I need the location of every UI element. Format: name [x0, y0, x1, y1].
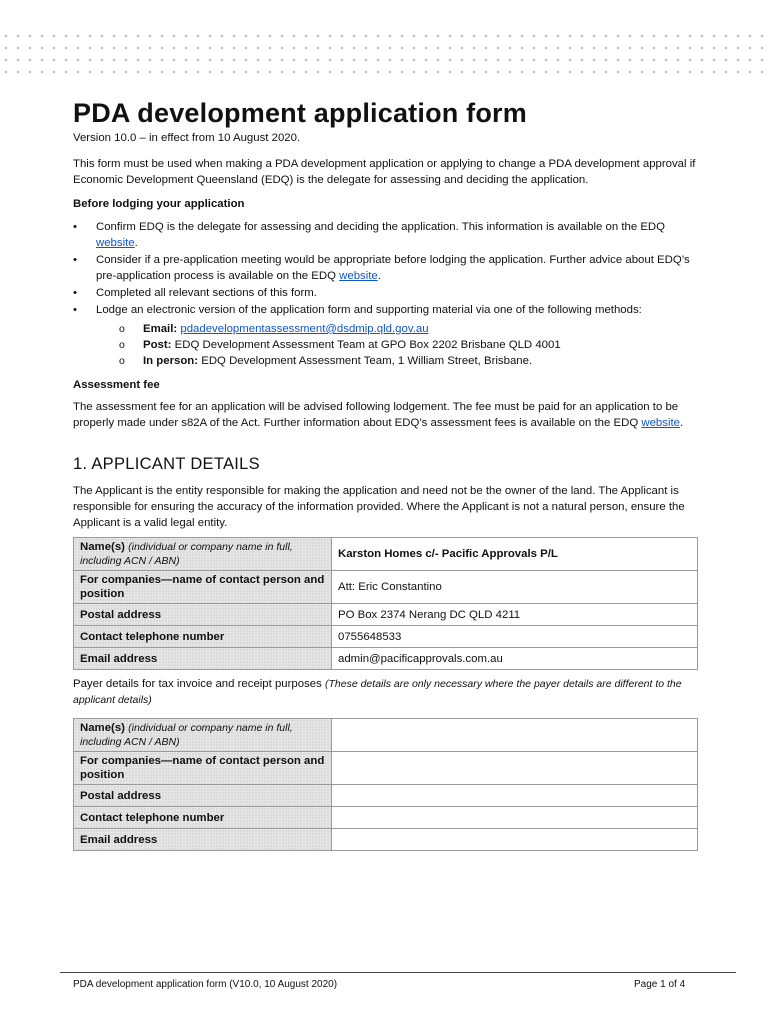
header-dot-pattern — [0, 30, 770, 82]
bullet-text: Confirm EDQ is the delegate for assessing and deciding the application. This information is available on the EDQ — [96, 221, 665, 233]
method-value: EDQ Development Assessment Team, 1 William Street, Brisbane. — [201, 355, 533, 367]
applicant-details-table — [73, 537, 698, 670]
payer-postal-address-field[interactable] — [332, 785, 698, 807]
before-lodging-list — [73, 219, 699, 369]
bullet-end: . — [377, 270, 381, 282]
fee-end: . — [679, 417, 684, 429]
payer-details-text — [73, 676, 699, 708]
list-item — [73, 302, 699, 369]
website-link[interactable]: website — [641, 417, 680, 429]
payer-note: (These details are only necessary where the payer details are different to the applicant details) — [73, 678, 682, 706]
fee-text: The assessment fee for an application will be advised following lodgement. The fee must be paid for an application to be properly made under s82A of the Act. Further information about EDQ’s assessment fees is available on the EDQ — [73, 401, 679, 429]
list-item — [73, 252, 699, 284]
table-row — [74, 785, 698, 807]
footer-document-title: PDA development application form (V10.0, 10 August 2020) — [73, 979, 338, 990]
table-row — [74, 626, 698, 648]
list-item — [73, 219, 699, 251]
names-label-cell — [74, 538, 332, 571]
payer-details-table — [73, 718, 698, 851]
footer-divider — [60, 972, 736, 973]
bullet-text: Consider if a pre-application meeting would be appropriate before lodging the application. Further advice about EDQ’s pre-application process is available on the EDQ — [96, 254, 690, 282]
table-row — [74, 604, 698, 626]
payer-telephone-field[interactable] — [332, 807, 698, 829]
website-link[interactable]: website — [339, 270, 378, 282]
table-row — [74, 752, 698, 785]
contact-person-label: For companies—name of contact person and position — [74, 571, 332, 604]
postal-address-field[interactable]: PO Box 2374 Nerang DC QLD 4211 — [332, 604, 698, 626]
payer-names-label-cell — [74, 719, 332, 752]
table-row — [74, 829, 698, 851]
intro-paragraph: This form must be used when making a PDA development application or applying to change a PDA development approval if Economic Development Queensland (EDQ) is the delegate for assessing and deciding the application. — [73, 158, 696, 186]
method-label: Email: — [143, 323, 178, 335]
method-label: In person: — [143, 355, 199, 367]
version-text: Version 10.0 – in effect from 10 August 2020. — [73, 132, 301, 144]
telephone-label: Contact telephone number — [74, 626, 332, 648]
contact-person-field[interactable]: Att: Eric Constantino — [332, 571, 698, 604]
assessment-fee-heading: Assessment fee — [73, 379, 160, 391]
website-link[interactable]: website — [96, 237, 135, 249]
section-heading-applicant-details: 1. APPLICANT DETAILS — [73, 455, 260, 473]
payer-email-label: Email address — [74, 829, 332, 851]
page-content — [73, 96, 699, 851]
names-field[interactable]: Karston Homes c/- Pacific Approvals P/L — [332, 538, 698, 571]
email-field[interactable]: admin@pacificapprovals.com.au — [332, 648, 698, 670]
email-label: Email address — [74, 648, 332, 670]
payer-postal-address-label: Postal address — [74, 785, 332, 807]
payer-contact-person-label: For companies—name of contact person and position — [74, 752, 332, 785]
payer-email-field[interactable] — [332, 829, 698, 851]
telephone-field[interactable]: 0755648533 — [332, 626, 698, 648]
names-note: (individual or company name in full, including ACN / ABN) — [80, 541, 293, 567]
names-label: Name(s) — [80, 541, 125, 553]
names-note: (individual or company name in full, including ACN / ABN) — [80, 722, 293, 748]
method-email — [96, 321, 699, 337]
email-link[interactable]: pdadevelopmentassessment@dsdmip.qld.gov.au — [180, 323, 429, 335]
method-post — [96, 337, 699, 353]
page-title: PDA development application form — [73, 98, 527, 128]
bullet-text: Lodge an electronic version of the application form and supporting material via one of the following methods: — [96, 304, 642, 316]
list-item — [73, 285, 699, 301]
names-label: Name(s) — [80, 722, 125, 734]
method-label: Post: — [143, 339, 172, 351]
footer-page-number: Page 1 of 4 — [634, 979, 686, 990]
postal-address-label: Postal address — [74, 604, 332, 626]
table-row — [74, 719, 698, 752]
table-row — [74, 571, 698, 604]
payer-telephone-label: Contact telephone number — [74, 807, 332, 829]
applicant-description: The Applicant is the entity responsible for making the application and need not be the owner of the land. The Applicant is responsible for ensuring the accuracy of the information provided. Where the Applicant is not a natural person, ensure the Applicant is a valid legal entity. — [73, 485, 685, 529]
before-lodging-heading: Before lodging your application — [73, 198, 245, 210]
payer-names-field[interactable] — [332, 719, 698, 752]
method-value: EDQ Development Assessment Team at GPO Box 2202 Brisbane QLD 4001 — [174, 339, 561, 351]
payer-text: Payer details for tax invoice and receipt purposes — [73, 678, 325, 690]
method-in-person — [96, 353, 699, 369]
lodgement-methods-list — [96, 321, 699, 369]
bullet-text: Completed all relevant sections of this form. — [96, 287, 317, 299]
table-row — [74, 648, 698, 670]
payer-contact-person-field[interactable] — [332, 752, 698, 785]
assessment-fee-paragraph — [73, 399, 699, 431]
bullet-end: . — [134, 237, 138, 249]
table-row — [74, 538, 698, 571]
table-row — [74, 807, 698, 829]
